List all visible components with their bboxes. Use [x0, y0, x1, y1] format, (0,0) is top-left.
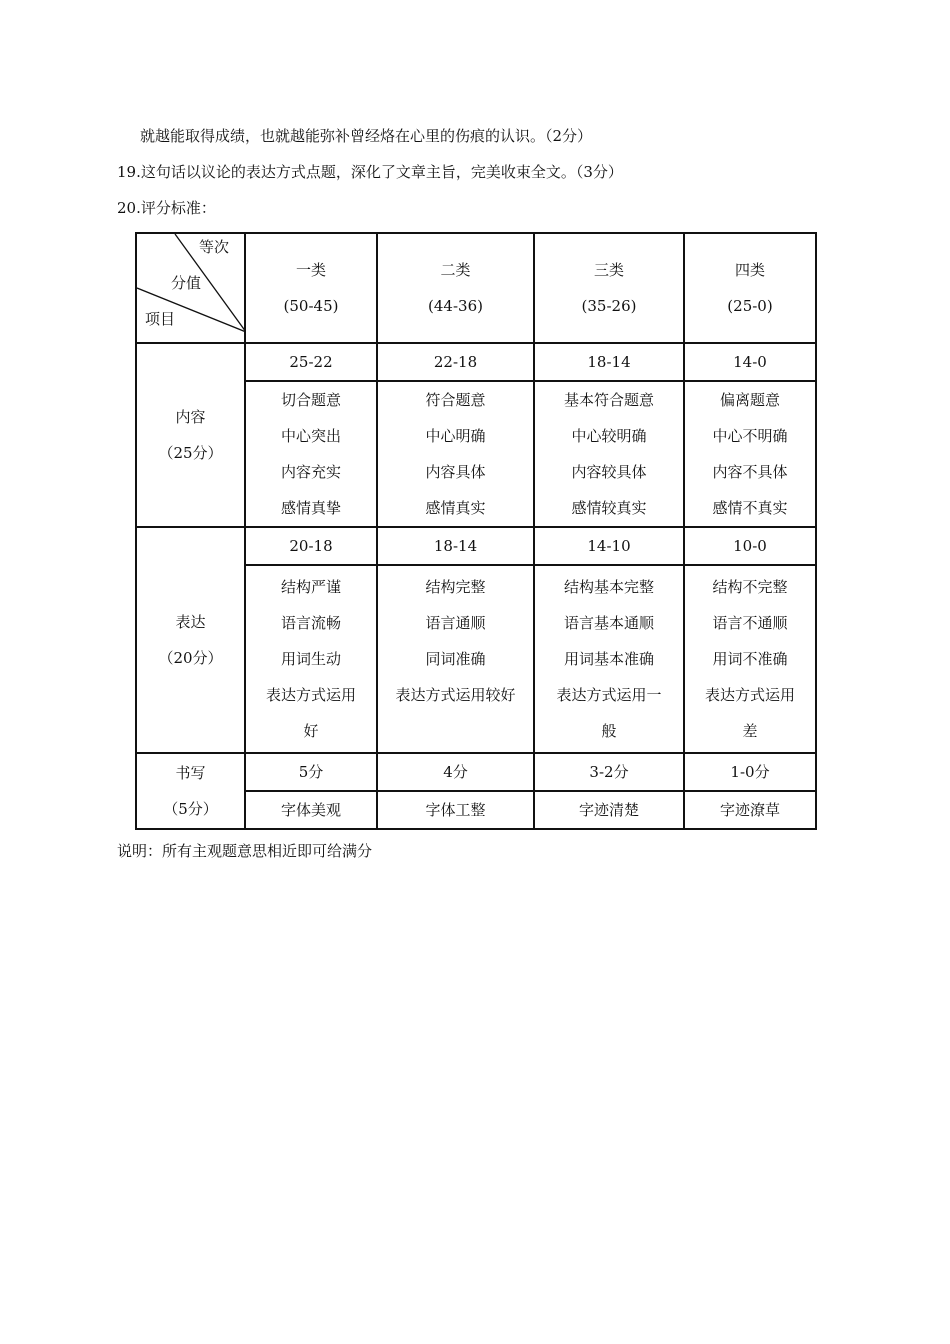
expression-criteria-1: 结构严谨 语言流畅 用词生动 表达方式运用 好 [245, 565, 377, 753]
content-score-1: 25-22 [245, 343, 377, 381]
expression-criteria-4: 结构不完整 语言不通顺 用词不准确 表达方式运用 差 [684, 565, 816, 753]
writing-criteria-4: 字迹潦草 [684, 791, 816, 829]
grade-header-1: 一类 (50-45) [245, 233, 377, 343]
grade-header-3: 三类 (35-26) [534, 233, 684, 343]
grade-header-4: 四类 (25-0) [684, 233, 816, 343]
expression-score-3: 14-10 [534, 527, 684, 565]
expression-criteria-2: 结构完整 语言通顺 同词准确 表达方式运用较好 [377, 565, 534, 753]
grade-header-2: 二类 (44-36) [377, 233, 534, 343]
note-text: 说明：所有主观题意思相近即可给满分 [117, 842, 373, 860]
content-label-cell: 内容 （25分） [136, 343, 245, 527]
content-score-4: 14-0 [684, 343, 816, 381]
content-score-2: 22-18 [377, 343, 534, 381]
corner-label-item: 项目 [145, 310, 176, 328]
table-header-row [136, 233, 816, 343]
content-score-3: 18-14 [534, 343, 684, 381]
corner-label-score: 分值 [171, 274, 202, 292]
content-criteria-3: 基本符合题意 中心较明确 内容较具体 感情较真实 [534, 381, 684, 527]
scoring-table [135, 232, 817, 830]
expression-score-4: 10-0 [684, 527, 816, 565]
expression-label-cell: 表达 （20分） [136, 527, 245, 753]
writing-score-3: 3-2分 [534, 753, 684, 791]
writing-criteria-2: 字体工整 [377, 791, 534, 829]
corner-cell [136, 233, 245, 343]
writing-score-4: 1-0分 [684, 753, 816, 791]
writing-score-row [136, 753, 816, 791]
expression-score-row [136, 527, 816, 565]
expression-score-2: 18-14 [377, 527, 534, 565]
content-criteria-1: 切合题意 中心突出 内容充实 感情真挚 [245, 381, 377, 527]
writing-score-1: 5分 [245, 753, 377, 791]
content-criteria-2: 符合题意 中心明确 内容具体 感情真实 [377, 381, 534, 527]
content-criteria-4: 偏离题意 中心不明确 内容不具体 感情不真实 [684, 381, 816, 527]
writing-score-2: 4分 [377, 753, 534, 791]
content-score-row [136, 343, 816, 381]
corner-label-grade: 等次 [199, 238, 230, 256]
expression-criteria-3: 结构基本完整 语言基本通顺 用词基本准确 表达方式运用一 般 [534, 565, 684, 753]
answer-19: 19.这句话以议论的表达方式点题，深化了文章主旨，完美收束全文。（3分） [117, 163, 623, 181]
answer-18-continuation: 就越能取得成绩，也就越能弥补曾经烙在心里的伤痕的认识。（2分） [140, 127, 593, 145]
writing-criteria-3: 字迹清楚 [534, 791, 684, 829]
expression-score-1: 20-18 [245, 527, 377, 565]
answer-20-heading: 20.评分标准： [117, 199, 216, 217]
writing-criteria-1: 字体美观 [245, 791, 377, 829]
writing-label-cell: 书写 （5分） [136, 753, 245, 829]
